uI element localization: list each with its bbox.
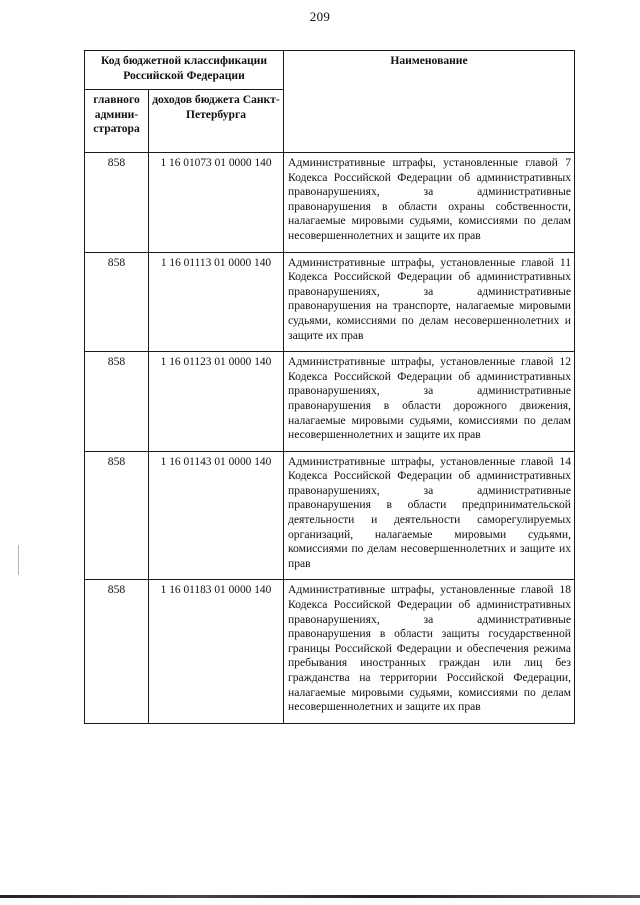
scan-edge-line <box>0 895 640 898</box>
table-row <box>85 451 575 580</box>
revenue-code-cell: 1 16 01073 01 0000 140 <box>149 153 284 253</box>
admin-code-cell: 858 <box>85 153 149 253</box>
name-cell: Административные штрафы, установленные главой 14 Кодекса Российской Федерации об административных правонарушениях, за административные правонарушения в области предпринимательской деятельности и деятельности саморегулируемых организаций, налагаемые мировыми судьями, комиссиями по делам несовершеннолетних и защите их прав <box>284 451 575 580</box>
name-cell: Административные штрафы, установленные главой 18 Кодекса Российской Федерации об административных правонарушениях, за административные правонарушения в области защиты государственной границы Российской Федерации и обеспечения режима пребывания иностранных граждан или лиц без гражданства на территории Российской Федерации, налагаемые мировыми судьями, комиссиями по делам несовершеннолетних и защите их прав <box>284 580 575 723</box>
table-header-row <box>85 51 575 90</box>
header-name: Наименование <box>284 51 575 153</box>
header-budget-revenue: доходов бюджета Санкт-Петербурга <box>149 90 284 153</box>
admin-code-cell: 858 <box>85 451 149 580</box>
table-row <box>85 580 575 723</box>
revenue-code-cell: 1 16 01113 01 0000 140 <box>149 252 284 352</box>
table-row <box>85 153 575 253</box>
page-number: 209 <box>309 9 331 24</box>
admin-code-cell: 858 <box>85 580 149 723</box>
header-classification-code: Код бюджетной классификации Российской Федерации <box>85 51 284 90</box>
table-row <box>85 252 575 352</box>
admin-code-cell: 858 <box>85 252 149 352</box>
budget-classification-table <box>84 50 575 724</box>
revenue-code-cell: 1 16 01123 01 0000 140 <box>149 352 284 452</box>
admin-code-cell: 858 <box>85 352 149 452</box>
name-cell: Административные штрафы, установленные главой 7 Кодекса Российской Федерации об административных правонарушениях, за административные правонарушения в области охраны собственности, налагаемые мировыми судьями, комиссиями по делам несовершеннолетних и защите их прав <box>284 153 575 253</box>
revenue-code-cell: 1 16 01143 01 0000 140 <box>149 451 284 580</box>
revenue-code-cell: 1 16 01183 01 0000 140 <box>149 580 284 723</box>
table-row <box>85 352 575 452</box>
scan-artifact-mark <box>18 545 19 575</box>
name-cell: Административные штрафы, установленные главой 11 Кодекса Российской Федерации об административных правонарушениях, за административные правонарушения на транспорте, налагаемые мировыми судьями, комиссиями по делам несовершеннолетних и защите их прав <box>284 252 575 352</box>
name-cell: Административные штрафы, установленные главой 12 Кодекса Российской Федерации об административных правонарушениях, за административные правонарушения в области дорожного движения, налагаемые мировыми судьями, комиссиями по делам несовершеннолетних и защите их прав <box>284 352 575 452</box>
header-chief-administrator: главного админи-стратора <box>85 90 149 153</box>
